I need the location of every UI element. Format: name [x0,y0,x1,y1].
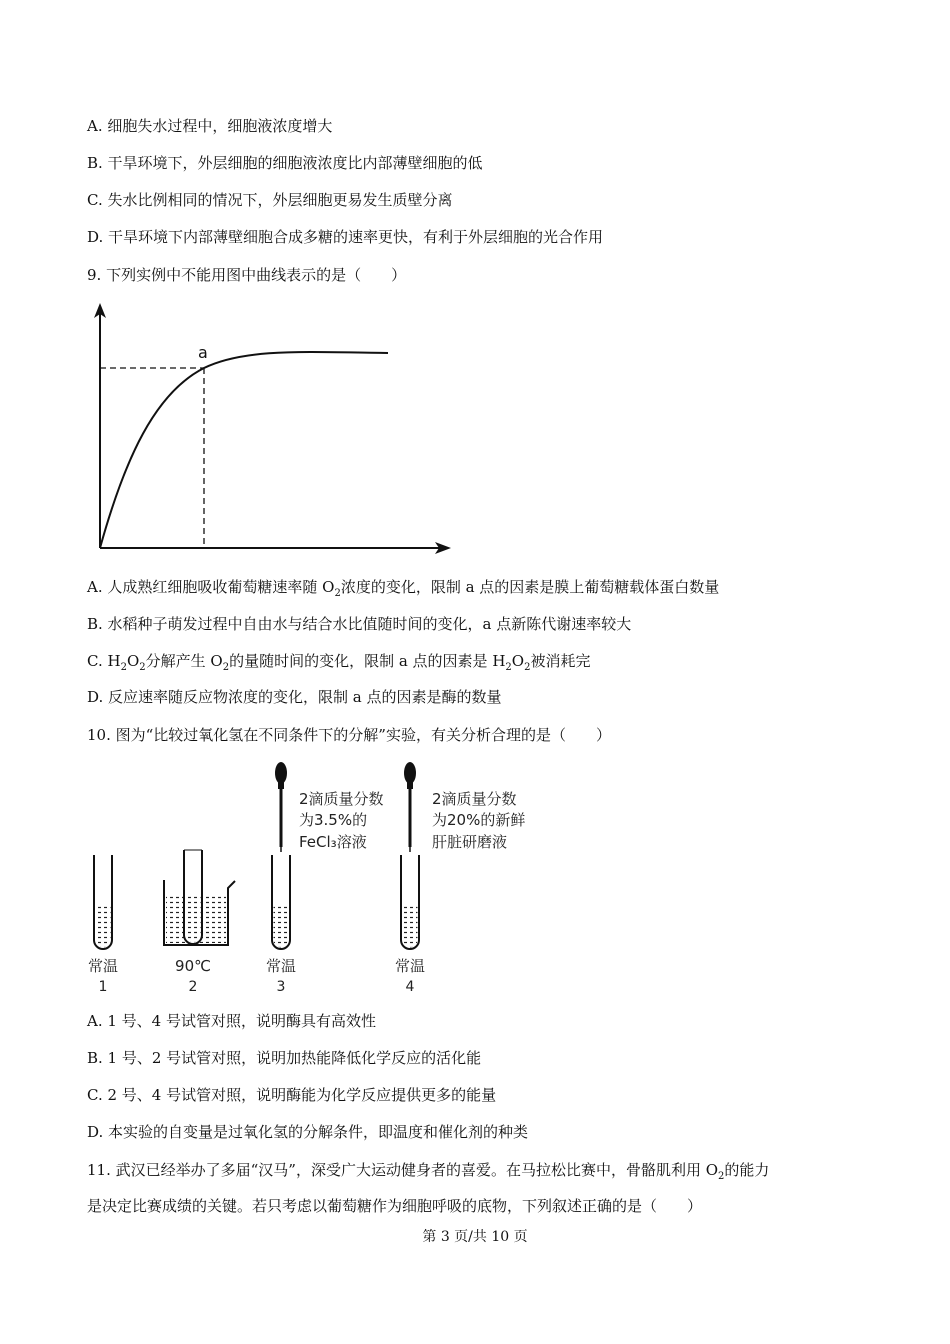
tube2-condition: 90℃ [175,957,211,975]
q8-option-a: A. 细胞失水过程中，细胞液浓度增大 [87,117,333,135]
test-tube-1 [94,855,112,949]
q10-option-a: A. 1 号、4 号试管对照，说明酶具有高效性 [87,1012,376,1030]
tube4-condition: 常温 [394,957,426,975]
q9-curve-graph [85,298,460,560]
dropper-3 [275,762,287,852]
tube4-number: 4 [405,979,415,995]
dropper-4 [404,762,416,852]
q10-option-b: B. 1 号、2 号试管对照，说明加热能降低化学反应的活化能 [87,1049,482,1067]
tube3-condition: 常温 [265,957,297,975]
tube2-number: 2 [188,979,198,995]
page-footer: 第 3 页/共 10 页 [422,1229,528,1245]
q8-option-b: B. 干旱环境下，外层细胞的细胞液浓度比内部薄壁细胞的低 [87,154,483,172]
q10-option-c: C. 2 号、4 号试管对照，说明酶能为化学反应提供更多的能量 [87,1086,497,1104]
test-tube-4 [401,855,419,949]
q9-option-a: A. 人成熟红细胞吸收葡萄糖速率随 $O_2$浓度的变化，限制 a 点的因素是膜上葡萄糖载体蛋白数量 [87,578,720,599]
q10-option-d: D. 本实验的自变量是过氧化氢的分解条件，即温度和催化剂的种类 [87,1123,529,1141]
dropper4-label-3: 肝脏研磨液 [432,833,508,851]
q11-stem-line1: 11. 武汉已经举办了多届“汉马”，深受广大运动健身者的喜爱。在马拉松比赛中，骨骼肌利用 $O_2$的能力 [87,1161,770,1182]
q9-option-b: B. 水稻种子萌发过程中自由水与结合水比值随时间的变化，a 点新陈代谢速率较大 [87,615,632,633]
saturation-curve [100,352,388,548]
q9-option-d: D. 反应速率随反应物浓度的变化，限制 a 点的因素是酶的数量 [87,688,502,706]
tube1-condition: 常温 [87,957,119,975]
q11-stem-line2: 是决定比赛成绩的关键。若只考虑以葡萄糖作为细胞呼吸的底物，下列叙述正确的是（ ） [87,1197,703,1215]
point-a-label: a [198,343,208,362]
tube3-number: 3 [276,979,286,995]
tube1-number: 1 [98,979,108,995]
dropper4-label-1: 2滴质量分数 [432,790,517,808]
q8-option-c: C. 失水比例相同的情况下，外层细胞更易发生质壁分离 [87,191,453,209]
dropper3-label-3: FeCl₃溶液 [299,833,367,851]
q9-stem: 9. 下列实例中不能用图中曲线表示的是（ ） [87,266,407,284]
q10-stem: 10. 图为“比较过氧化氢在不同条件下的分解”实验，有关分析合理的是（ ） [87,726,611,744]
q10-experiment-figure [80,755,550,1000]
dropper3-label-1: 2滴质量分数 [299,790,384,808]
dropper3-label-2: 为3.5%的 [299,811,368,829]
test-tube-3 [272,855,290,949]
dropper4-label-2: 为20%的新鲜 [432,811,526,829]
q8-option-d: D. 干旱环境下内部薄壁细胞合成多糖的速率更快，有利于外层细胞的光合作用 [87,228,604,246]
q9-option-c: C. $H_2O_2$分解产生 $O_2$的量随时间的变化，限制 a 点的因素是 $H_2O_2$被消耗完 [87,652,591,673]
beaker-with-tube-2 [164,850,235,945]
